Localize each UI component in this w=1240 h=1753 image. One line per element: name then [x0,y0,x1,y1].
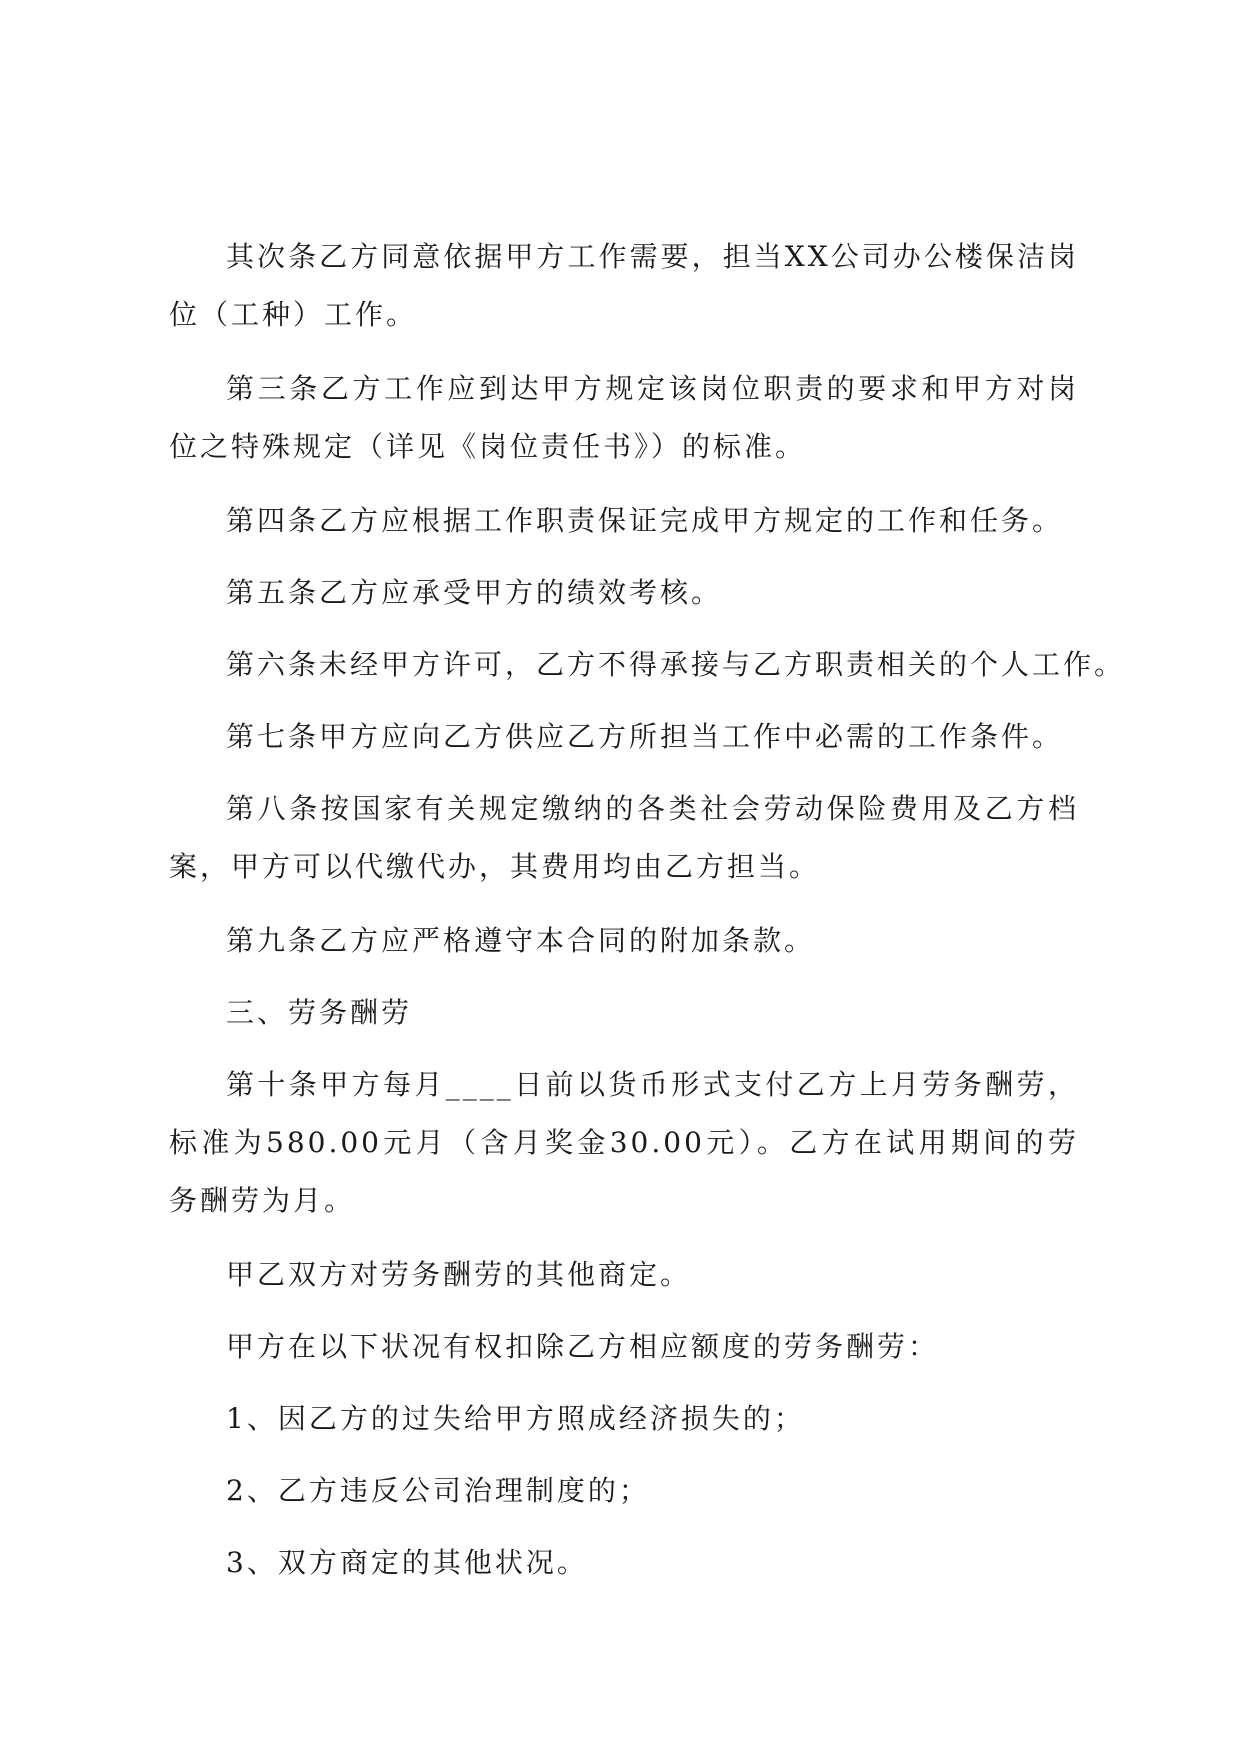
clause-6-paragraph: 第六条未经甲方许可，乙方不得承接与乙方职责相关的个人工作。 [226,648,1126,681]
other-agreement-paragraph: 甲乙双方对劳务酬劳的其他商定。 [226,1258,692,1291]
clause-2-paragraph: 其次条乙方同意依据甲方工作需要，担当XX公司办公楼保洁岗位（工种）工作。 [169,240,1079,331]
deduction-item-2: 2、乙方违反公司治理制度的； [226,1474,650,1507]
deduction-intro-paragraph: 甲方在以下状况有权扣除乙方相应额度的劳务酬劳： [226,1330,940,1363]
section-heading-remuneration: 三、劳务酬劳 [226,996,413,1029]
clause-10-paragraph: 第十条甲方每月____日前以货币形式支付乙方上月劳务酬劳，标准为580.00元月（含月奖金30.00元）。乙方在试用期间的劳务酬劳为月。 [169,1068,1079,1217]
clause-5-paragraph: 第五条乙方应承受甲方的绩效考核。 [226,576,723,609]
document-body [169,228,1126,1592]
clause-7-paragraph: 第七条甲方应向乙方供应乙方所担当工作中必需的工作条件。 [226,720,1064,753]
clause-4-paragraph: 第四条乙方应根据工作职责保证完成甲方规定的工作和任务。 [226,504,1064,537]
clause-8-paragraph: 第八条按国家有关规定缴纳的各类社会劳动保险费用及乙方档案，甲方可以代缴代办，其费用均由乙方担当。 [169,792,1079,883]
deduction-item-3: 3、双方商定的其他状况。 [226,1546,588,1579]
deduction-item-1: 1、因乙方的过失给甲方照成经济损失的； [226,1402,805,1435]
clause-9-paragraph: 第九条乙方应严格遵守本合同的附加条款。 [226,924,816,957]
clause-3-paragraph: 第三条乙方工作应到达甲方规定该岗位职责的要求和甲方对岗位之特殊规定（详见《岗位责任书》）的标准。 [169,372,1079,463]
